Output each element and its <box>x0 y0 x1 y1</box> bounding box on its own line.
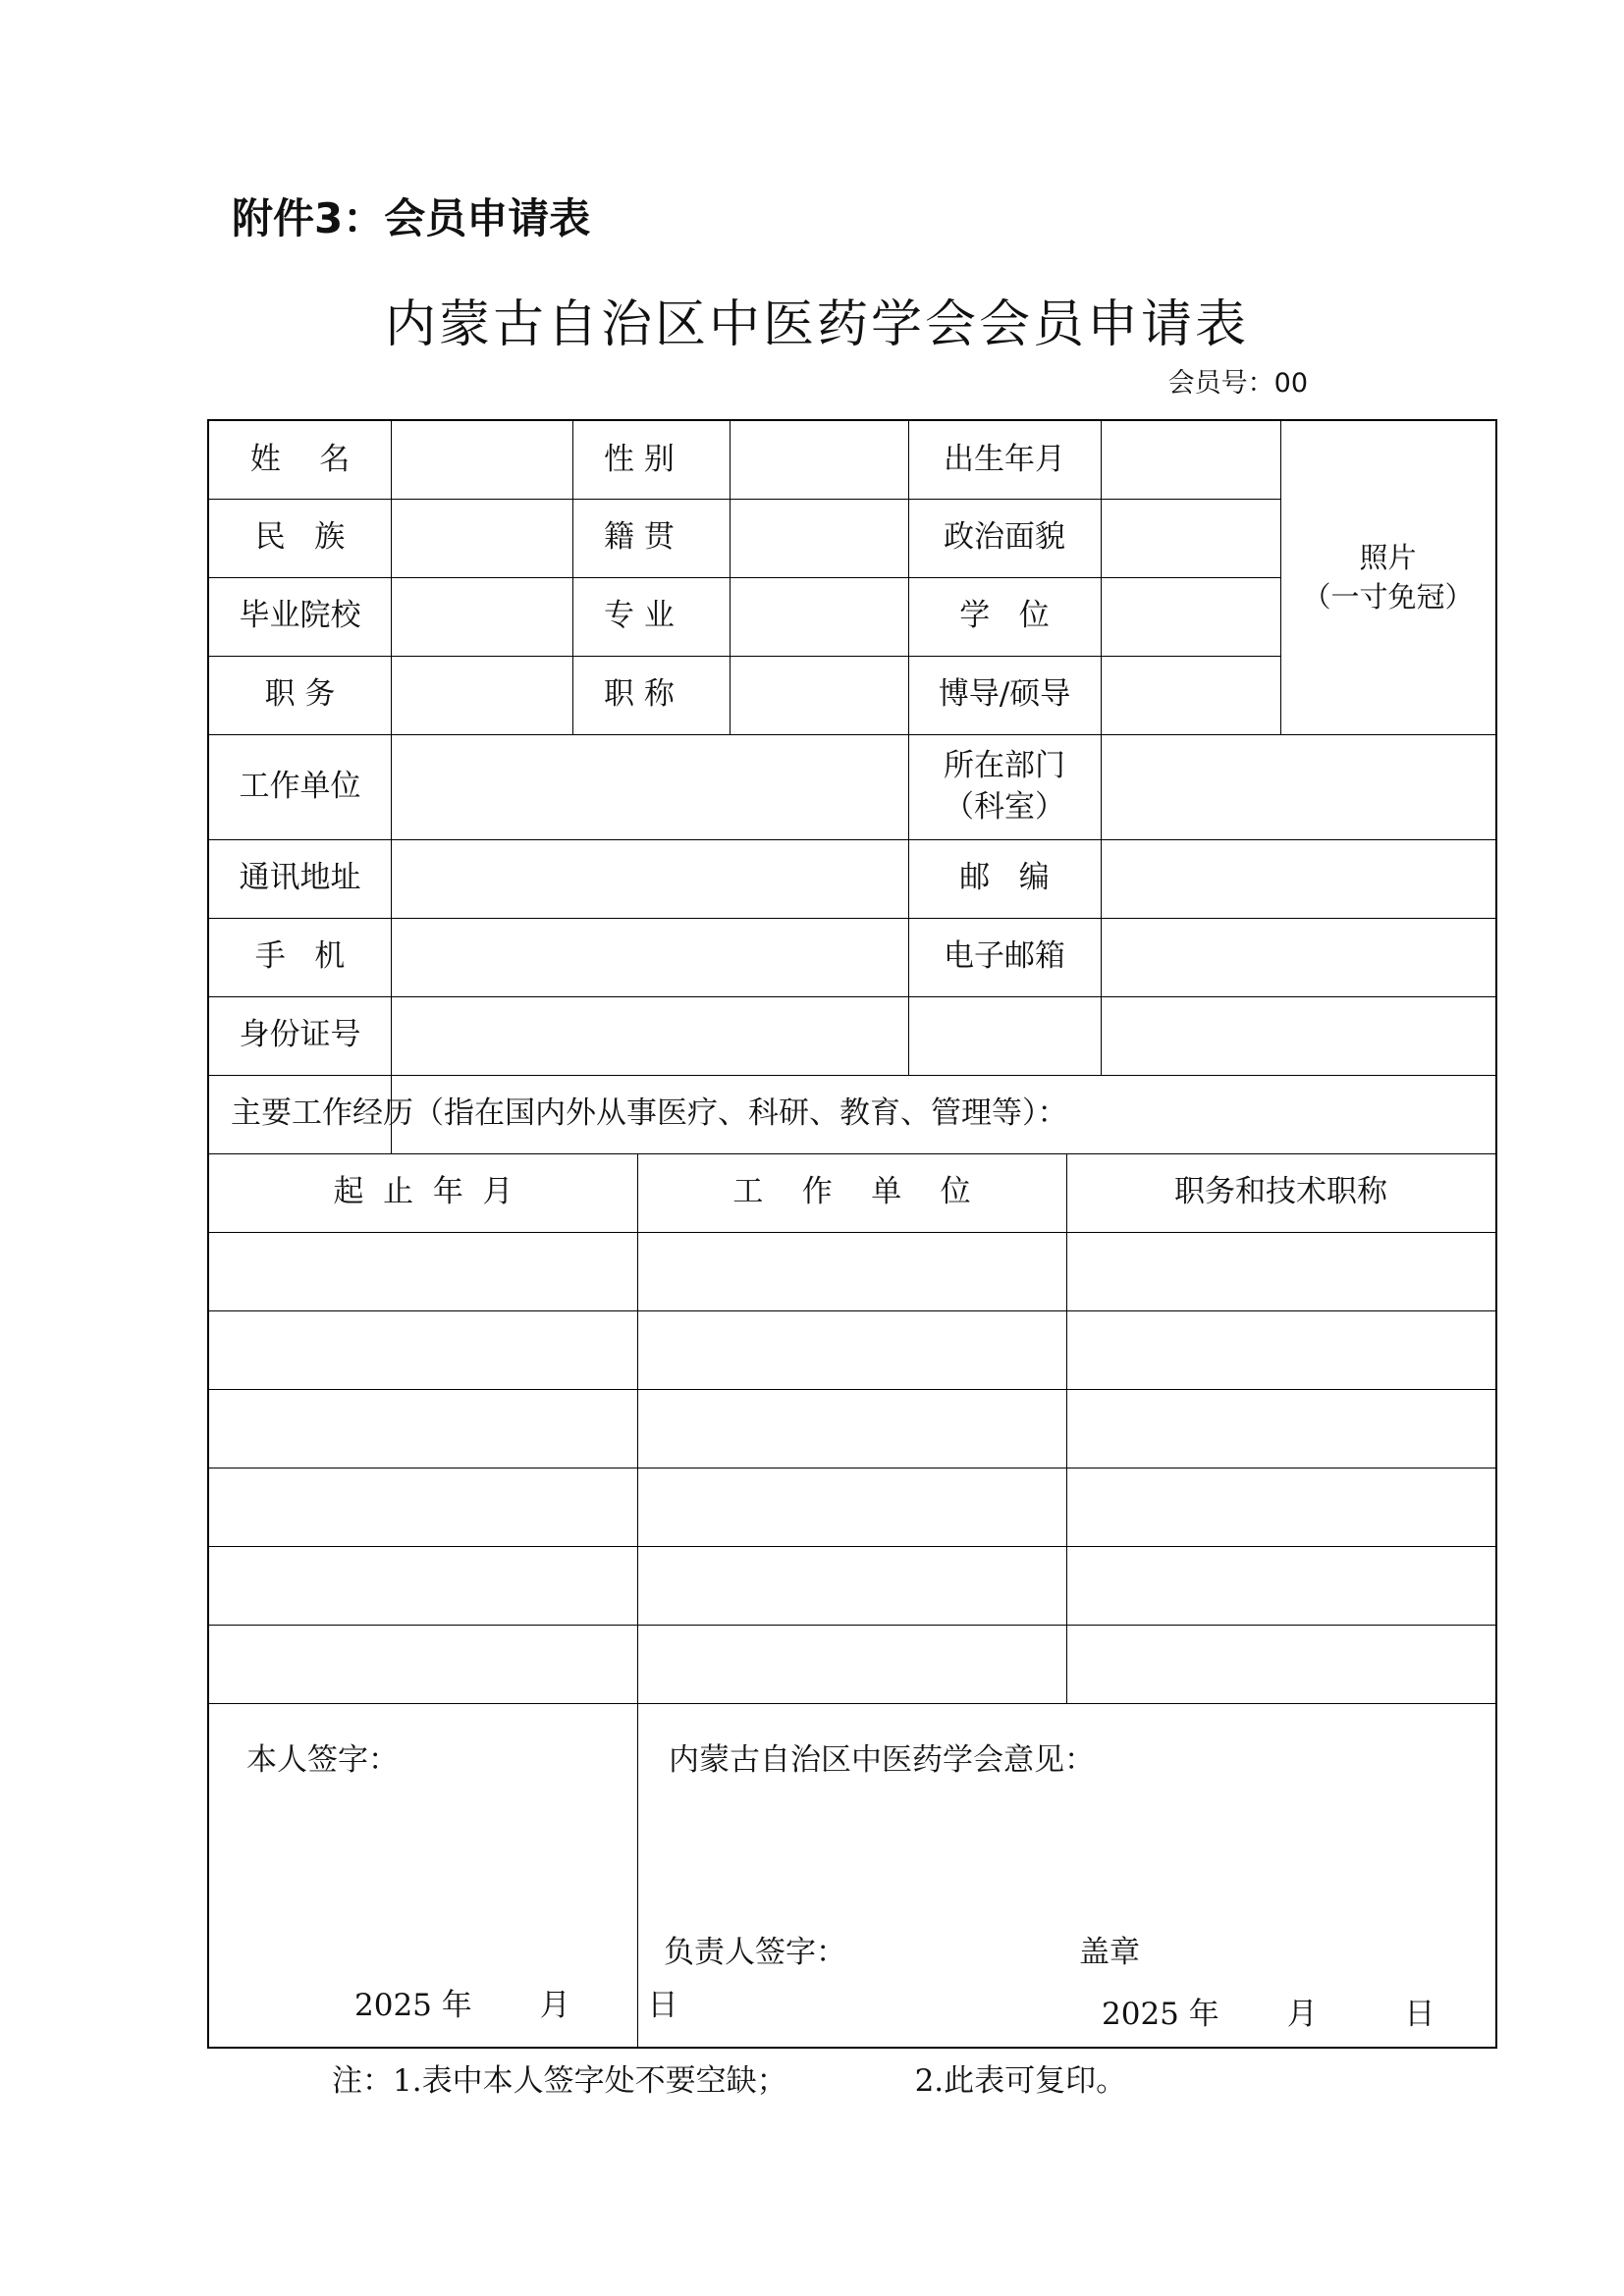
label-department-line1: 所在部门 <box>944 747 1065 783</box>
label-gender: 性 别 <box>604 441 675 477</box>
label-supervisor: 博导/硕导 <box>938 676 1071 713</box>
supervisor-field[interactable] <box>1101 656 1280 734</box>
email-field[interactable] <box>1101 918 1495 996</box>
department-field[interactable] <box>1101 734 1495 839</box>
attachment-heading: 附件3：会员申请表 <box>232 194 591 242</box>
label-birth: 出生年月 <box>944 441 1065 477</box>
label-address: 通讯地址 <box>239 860 361 896</box>
degree-field[interactable] <box>1101 577 1280 656</box>
major-field[interactable] <box>730 577 908 656</box>
responsible-signature-label: 负责人签字： <box>664 1935 846 1970</box>
label-school: 毕业院校 <box>239 598 361 634</box>
photo-spec: （一寸免冠） <box>1302 579 1474 614</box>
name-field[interactable] <box>391 421 572 499</box>
address-field[interactable] <box>391 839 908 918</box>
member-number-value: 00 <box>1273 368 1308 399</box>
position-field[interactable] <box>391 656 572 734</box>
experience-heading: 主要工作经历（指在国内外从事医疗、科研、教育、管理等）： <box>231 1095 1068 1132</box>
native-place-field[interactable] <box>730 499 908 577</box>
work-unit-field[interactable] <box>391 734 908 839</box>
footnote-1: 注：1.表中本人签字处不要空缺； <box>332 2063 787 2099</box>
label-name: 姓 名 <box>249 441 351 477</box>
society-opinion-label: 内蒙古自治区中医药学会意见： <box>669 1742 1095 1778</box>
ethnicity-field[interactable] <box>391 499 572 577</box>
label-major: 专 业 <box>604 598 675 634</box>
col-period: 起 止 年 月 <box>333 1174 514 1210</box>
label-ethnicity: 民 族 <box>254 519 346 556</box>
postcode-field[interactable] <box>1101 839 1495 918</box>
label-email: 电子邮箱 <box>944 938 1065 975</box>
member-number <box>1168 361 1308 400</box>
experience-row[interactable] <box>209 1625 1495 1703</box>
self-signature-date: 2025 年 月 日 <box>354 1988 678 2023</box>
label-political: 政治面貌 <box>944 519 1065 556</box>
gender-field[interactable] <box>730 421 908 499</box>
school-field[interactable] <box>391 577 572 656</box>
experience-row[interactable] <box>209 1468 1495 1546</box>
experience-row[interactable] <box>209 1310 1495 1389</box>
title-field[interactable] <box>730 656 908 734</box>
label-mobile: 手 机 <box>254 938 346 975</box>
mobile-field[interactable] <box>391 918 908 996</box>
col-position-title: 职务和技术职称 <box>1174 1174 1387 1210</box>
label-postcode: 邮 编 <box>959 860 1050 896</box>
id-number-field[interactable] <box>391 996 1495 1075</box>
birth-field[interactable] <box>1101 421 1280 499</box>
footnote-2: 2.此表可复印。 <box>914 2063 1127 2099</box>
col-work-unit: 工 作 单 位 <box>732 1174 971 1210</box>
label-position: 职 务 <box>264 676 336 713</box>
label-degree: 学 位 <box>959 598 1050 634</box>
form-title: 内蒙古自治区中医药学会会员申请表 <box>384 295 1249 354</box>
photo-box[interactable] <box>1280 421 1495 734</box>
member-number-label: 会员号： <box>1167 368 1274 399</box>
experience-row[interactable] <box>209 1232 1495 1310</box>
political-field[interactable] <box>1101 499 1280 577</box>
label-work-unit: 工作单位 <box>239 768 361 804</box>
self-signature-label: 本人签字： <box>246 1742 399 1778</box>
application-table <box>207 419 1497 2049</box>
experience-row[interactable] <box>209 1389 1495 1468</box>
photo-label: 照片 <box>1359 541 1417 575</box>
society-signature-date: 2025 年 月 日 <box>1102 1997 1435 2032</box>
footnote <box>332 2056 1254 2100</box>
label-title: 职 称 <box>604 676 675 713</box>
label-id-number: 身份证号 <box>239 1017 361 1053</box>
label-department-line2: （科室） <box>944 788 1065 825</box>
label-department <box>908 734 1101 839</box>
experience-row[interactable] <box>209 1546 1495 1625</box>
label-native-place: 籍 贯 <box>604 519 675 556</box>
seal-label: 盖章 <box>1079 1935 1140 1970</box>
